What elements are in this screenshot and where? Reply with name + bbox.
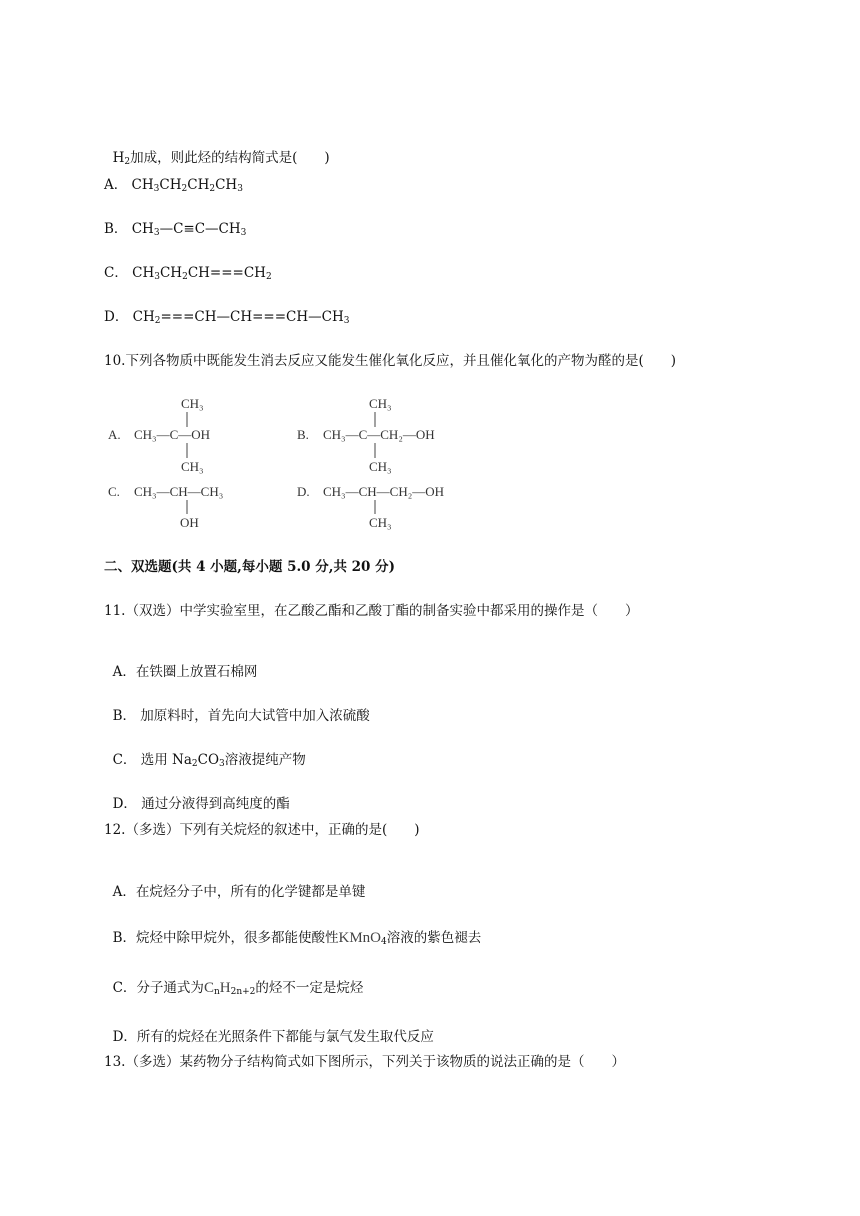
q9-option-c: C． $CH_3CH_2CH===CH_2$ <box>104 265 272 282</box>
q11-option-d: D． 通过分液得到高纯度的酯 <box>112 796 290 812</box>
q12-stem: 12.（多选）下列有关烷烃的叙述中，正确的是( ) <box>104 822 420 838</box>
struct-a-label: A. <box>108 427 121 442</box>
struct-b-bottom: CH₃ <box>369 459 392 474</box>
struct-c-label: C. <box>108 484 120 499</box>
q13-stem: 13.（多选）某药物分子结构简式如下图所示，下列关于该物质的说法正确的是（ ） <box>104 1054 625 1070</box>
option-label: B． <box>104 221 132 237</box>
option-label: C． <box>104 265 133 281</box>
q10-stem: 10.下列各物质中既能发生消去反应又能发生催化氧化反应，并且催化氧化的产物为醛的是( ) <box>104 353 677 369</box>
struct-d-label: D. <box>297 484 310 499</box>
q11-option-c: C． 选用 $Na_2CO_3$溶液提纯产物 <box>112 752 306 769</box>
q9-option-b: B． $CH_3—C\equiv C—CH_3$ <box>104 221 247 238</box>
struct-c-main: CH₃—CH—CH₃ <box>134 484 224 499</box>
struct-a-top: CH₃ <box>181 396 204 411</box>
struct-d-bottom: CH₃ <box>369 515 392 530</box>
q11-option-a: A．在铁圈上放置石棉网 <box>112 664 258 680</box>
struct-b-main: CH₃—C—CH₂—OH <box>323 427 435 442</box>
q12-option-d: D．所有的烷烃在光照条件下都能与氯气发生取代反应 <box>112 1029 434 1045</box>
struct-b-top: CH₃ <box>369 396 392 411</box>
q12-option-c: C．分子通式为$C_nH_{2n+2}$的烃不一定是烷烃 <box>112 980 364 997</box>
q11-stem: 11.（双选）中学实验室里，在乙酸乙酯和乙酸丁酯的制备实验中都采用的操作是（ ） <box>104 603 639 619</box>
section-2-title: 二、双选题(共 4 小题,每小题 5.0 分,共 20 分) <box>104 559 396 575</box>
struct-c-bottom: OH <box>180 515 199 530</box>
q11-option-b: B． 加原料时，首先向大试管中加入浓硫酸 <box>112 708 370 724</box>
q9-stem-tail: $H_2$加成，则此烃的结构简式是( ) <box>112 150 330 167</box>
struct-b-label: B. <box>297 427 309 442</box>
struct-a-main: CH₃—C—OH <box>134 427 211 442</box>
q9-option-a: A． $CH_3CH_2CH_2CH_3$ <box>104 177 243 194</box>
q12-option-b: B．烷烃中除甲烷外，很多都能使酸性KMnO$_4$溶液的紫色褪去 <box>112 930 482 947</box>
struct-d-main: CH₃—CH—CH₂—OH <box>323 484 445 499</box>
option-label: D． <box>104 309 133 325</box>
option-label: A． <box>104 177 132 193</box>
q12-option-a: A．在烷烃分子中，所有的化学键都是单键 <box>112 884 366 900</box>
struct-a-bottom: CH₃ <box>181 459 204 474</box>
q9-option-d: D． $CH_2===CH—CH===CH—CH_3$ <box>104 309 350 326</box>
